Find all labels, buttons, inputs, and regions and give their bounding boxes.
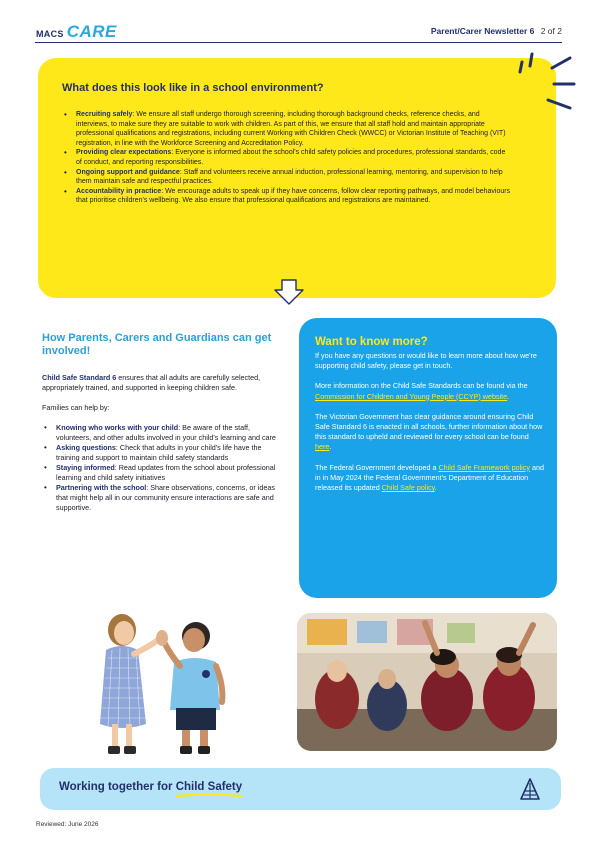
list-item-text: : Staff and volunteers receive annual induction, professional learning, mentoring, and supervision to help them maintain safe and respectful practices.	[76, 168, 503, 186]
list-item-title: Recruiting safely	[76, 111, 133, 118]
more-paragraph-4	[315, 463, 547, 494]
child-safe-policy-link[interactable]: Child Safe policy	[381, 483, 435, 493]
here-link[interactable]: here	[315, 442, 330, 452]
newsletter-title: Parent/Carer Newsletter 6	[430, 26, 535, 36]
list-item-text: : Share observations, concerns, or ideas that might help all in our community ensure interactions are safe and supportive.	[56, 483, 275, 512]
list-item-text: : Be aware of the staff, volunteers, and other adults involved in your child's learning and care	[56, 423, 276, 442]
p4-end: .	[434, 483, 437, 493]
logo-macs-text: MACS	[36, 29, 64, 39]
list-item	[42, 483, 278, 513]
header-divider	[35, 42, 562, 43]
list-item	[62, 148, 512, 167]
list-item-text: : Check that adults in your child's life have the training and support to maintain child safety standards	[56, 443, 262, 462]
want-to-know-more-box	[299, 318, 557, 598]
banner-text-emphasis	[176, 781, 242, 793]
list-item-text: : We ensure all staff undergo thorough screening, including thorough background checks, reference checks, and interviews, to make sure they are suitable to work with children. As part of this, we ensure that all staff hold and maintain appropriate professional qualifications and registrations, including current Working with Children Check (WWCC) or Victorian Institute of Teaching (VIT) registration, in line with the Workforce Screening and Accreditation Policy.	[76, 111, 506, 147]
classroom-photo	[297, 613, 557, 751]
school-environment-box	[38, 58, 556, 298]
p3-end: .	[329, 442, 332, 452]
list-item-title: Partnering with the school	[56, 483, 147, 492]
list-item-title: Accountability in practice	[76, 187, 162, 195]
logo-care-text: CARE	[66, 22, 117, 41]
macs-care-logo	[36, 22, 117, 42]
families-label: Families can help by:	[42, 403, 110, 412]
intro-bold: Child Safe Standard 6	[42, 373, 117, 382]
child-safe-framework-link[interactable]: Child Safe Framework policy	[438, 462, 530, 472]
sun-rays-decoration	[508, 44, 588, 154]
more-paragraph-3	[315, 412, 547, 453]
list-item	[62, 187, 512, 206]
p2-text: More information on the Child Safe Standards can be found via the	[315, 381, 528, 391]
ccyp-website-link[interactable]: Commission for Children and Young People (CCYP) website	[315, 391, 508, 401]
list-item	[62, 110, 512, 148]
page-indicator: 2 of 2	[540, 26, 562, 36]
classroom-illustration	[297, 613, 557, 751]
reviewed-date: Reviewed: June 2026	[36, 821, 99, 828]
list-item-title: Asking questions	[56, 443, 116, 452]
more-heading: Want to know more?	[315, 336, 428, 348]
list-item-text: : Read updates from the school about professional learning and child safety initiatives	[56, 463, 276, 482]
working-together-banner	[40, 768, 561, 810]
list-item	[42, 463, 278, 483]
intro-text: ensures that all adults are carefully selected, appropriately trained, and supported in keeping children safe.	[42, 373, 261, 392]
more-content	[315, 351, 547, 503]
list-item	[42, 443, 278, 463]
yellow-underline-swoosh	[176, 793, 242, 798]
newsletter-header	[431, 26, 562, 36]
list-item-title: Providing clear expectations	[76, 149, 172, 157]
macs-emblem-icon	[519, 777, 541, 801]
list-item-title: Staying informed	[56, 463, 115, 472]
parents-intro	[42, 373, 278, 393]
p4-mid: and in in May 2024 the Federal Government's Department of Education released its updated	[315, 462, 544, 493]
down-arrow-icon	[272, 278, 306, 306]
banner-text	[59, 781, 242, 793]
banner-text-start: Working together for	[59, 781, 176, 793]
list-item-text: : Everyone is informed about the school's child safety policies and procedures, professional standards, code of conduct, and reporting responsibilities.	[76, 149, 506, 166]
page-header	[0, 0, 596, 46]
more-paragraph-1: If you have any questions or would like to learn more about how we're supporting child safety, please get in touch.	[315, 351, 537, 371]
more-paragraph-2	[315, 381, 547, 401]
list-item-text: : We encourage adults to speak up if they have concerns, follow clear reporting pathways, and model behaviours that prioritise children's wellbeing. We also ensure that professional qualifications and registrations are maintained.	[76, 187, 511, 205]
list-item	[62, 168, 512, 187]
parents-heading: How Parents, Carers and Guardians can get involved!	[42, 332, 272, 357]
p2-end: .	[507, 391, 510, 401]
banner-child-safety: Child Safety	[175, 781, 243, 793]
list-item-title: Ongoing support and guidance	[76, 168, 180, 176]
p4-text: The Federal Government developed a	[315, 462, 439, 472]
list-item-title: Knowing who works with your child	[56, 423, 179, 432]
parents-list	[42, 423, 278, 513]
school-environment-list	[62, 110, 512, 206]
school-environment-heading: What does this look like in a school environment?	[62, 82, 324, 94]
parents-section	[42, 332, 278, 513]
p3-text: The Victorian Government has clear guidance around ensuring Child Safe Standard 6 is enacted in all schools, further information about how this standard to upheld and reviewed for every school can be found	[315, 411, 543, 442]
list-item	[42, 423, 278, 443]
children-high-five-photo	[84, 606, 246, 762]
